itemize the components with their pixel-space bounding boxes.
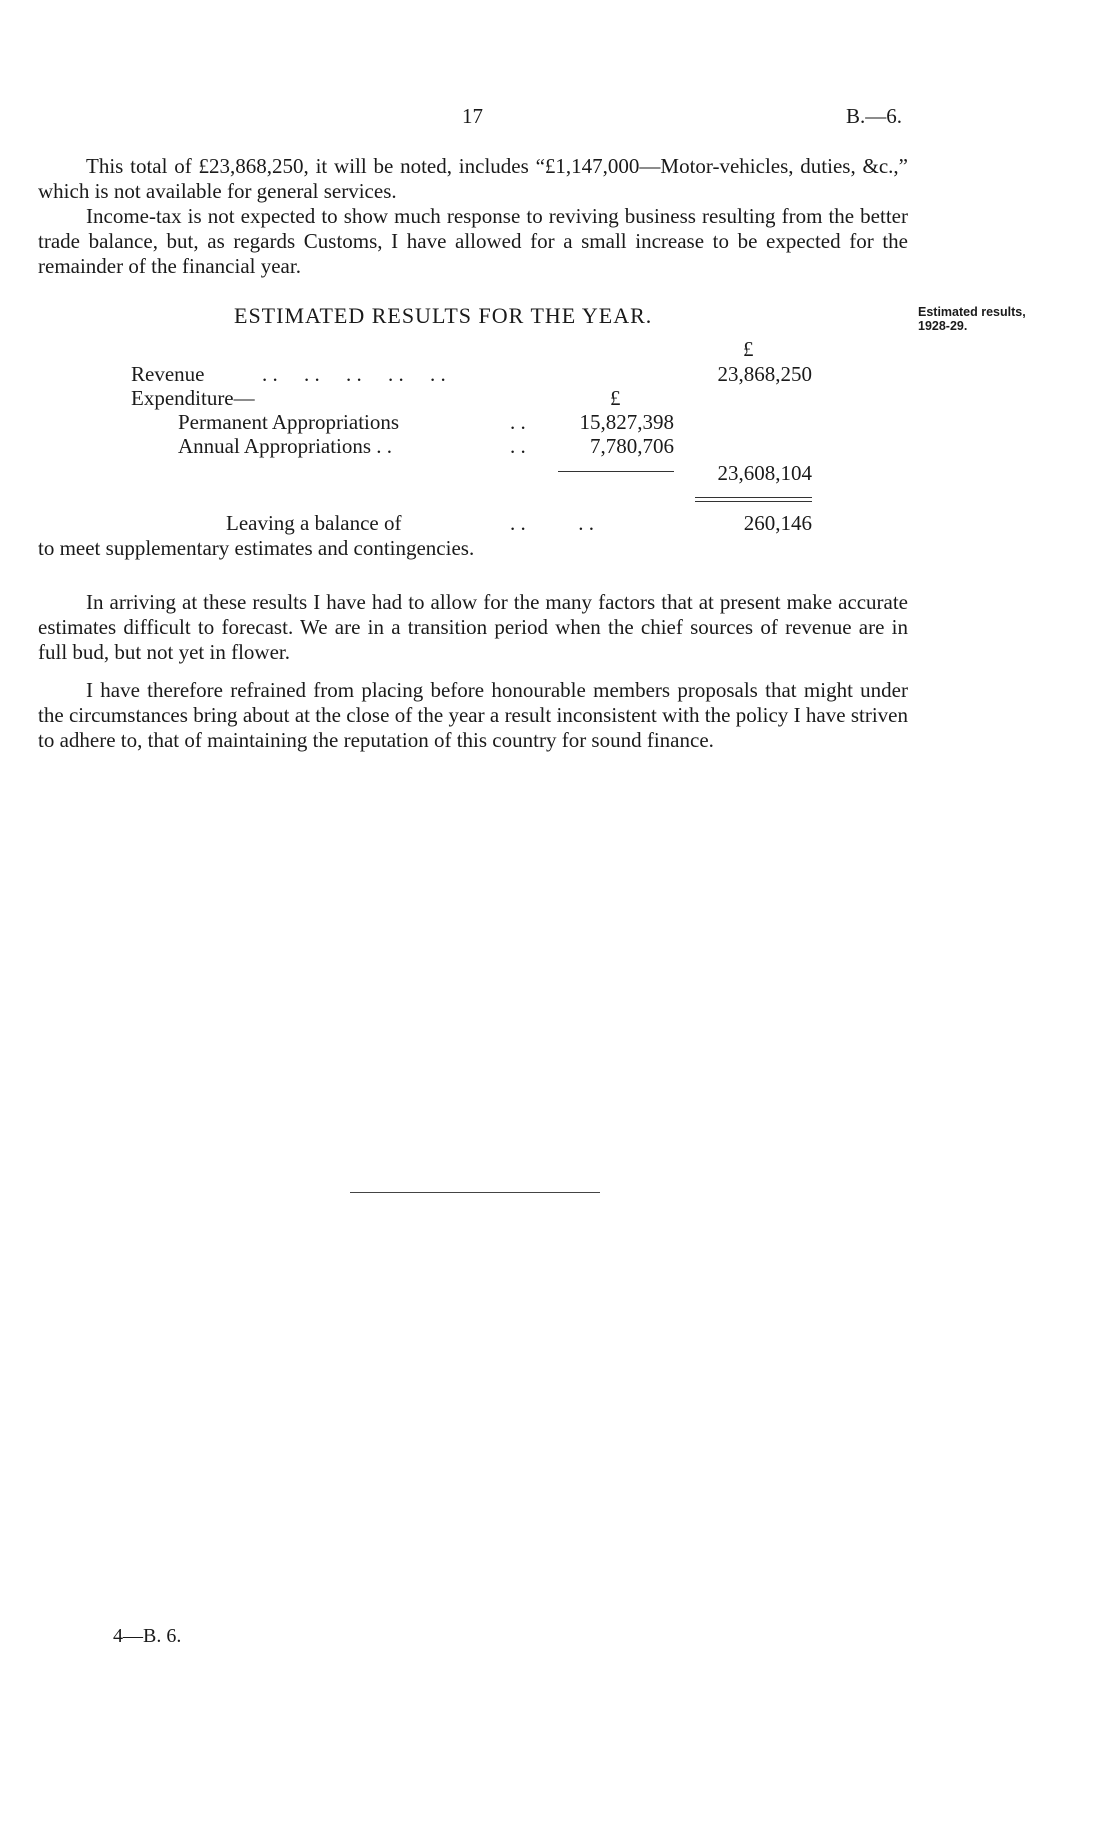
permanent-appropriations-label: Permanent Appropriations	[178, 410, 400, 434]
annual-appropriations-leaders: . .	[510, 434, 526, 458]
closing-rule	[350, 1192, 600, 1193]
conclusion-text-factors: In arriving at these results I have had to allow for the many factors that at present make accurate estimates difficult to forecast. We are in a transition period when the chief sources of revenue are in full bud, but not yet in flower.	[38, 590, 908, 664]
expenditure-total-value: 23,608,104	[717, 461, 812, 485]
revenue-leaders: . . . . . . . . . .	[262, 362, 446, 386]
footer-code: 4—B. 6.	[113, 1625, 182, 1647]
margin-note-year: 1928-29.	[918, 319, 968, 333]
total-column-currency: £	[743, 337, 754, 361]
balance-label: Leaving a balance of	[226, 511, 402, 535]
balance-note: to meet supplementary estimates and contingencies.	[38, 536, 475, 560]
intro-paragraph-income-tax: Income-tax is not expected to show much response to reviving business resulting from the better trade balance, but, as regards Customs, I have allowed for a small increase to be expected for the remainder of the financial year.	[38, 204, 908, 278]
total-rule-double	[695, 501, 812, 502]
balance-value: 260,146	[743, 511, 812, 535]
conclusion-paragraph-policy	[38, 678, 908, 753]
subtotal-column-currency: £	[610, 386, 621, 410]
annual-appropriations-value: 7,780,706	[590, 434, 674, 458]
permanent-appropriations-value: 15,827,398	[579, 410, 674, 434]
estimated-results-heading: ESTIMATED RESULTS FOR THE YEAR.	[234, 303, 653, 328]
annual-appropriations-label: Annual Appropriations . .	[178, 434, 393, 458]
intro-paragraph-total: This total of £23,868,250, it will be noted, includes “£1,147,000—Motor-vehicles, duties, &c.,” which is not available for general services.	[38, 154, 908, 203]
expenditure-label: Expenditure—	[131, 386, 255, 410]
margin-note	[918, 305, 1026, 333]
conclusion-text-policy: I have therefore refrained from placing before honourable members proposals that might under the circumstances bring about at the close of the year a result inconsistent with the policy I have striven to adhere to, that of maintaining the reputation of this country for sound finance.	[38, 678, 908, 752]
total-rule	[695, 497, 812, 498]
revenue-value: 23,868,250	[717, 362, 812, 386]
conclusion-paragraph-factors	[38, 590, 908, 665]
intro-section	[38, 154, 908, 279]
balance-leaders: . . . .	[510, 511, 594, 535]
revenue-label: Revenue	[131, 362, 205, 386]
subtotal-rule	[558, 471, 674, 472]
document-reference: B.—6.	[846, 104, 903, 128]
margin-note-title: Estimated results,	[918, 305, 1026, 319]
page-number: 17	[462, 104, 483, 128]
permanent-appropriations-leaders: . .	[510, 410, 526, 434]
